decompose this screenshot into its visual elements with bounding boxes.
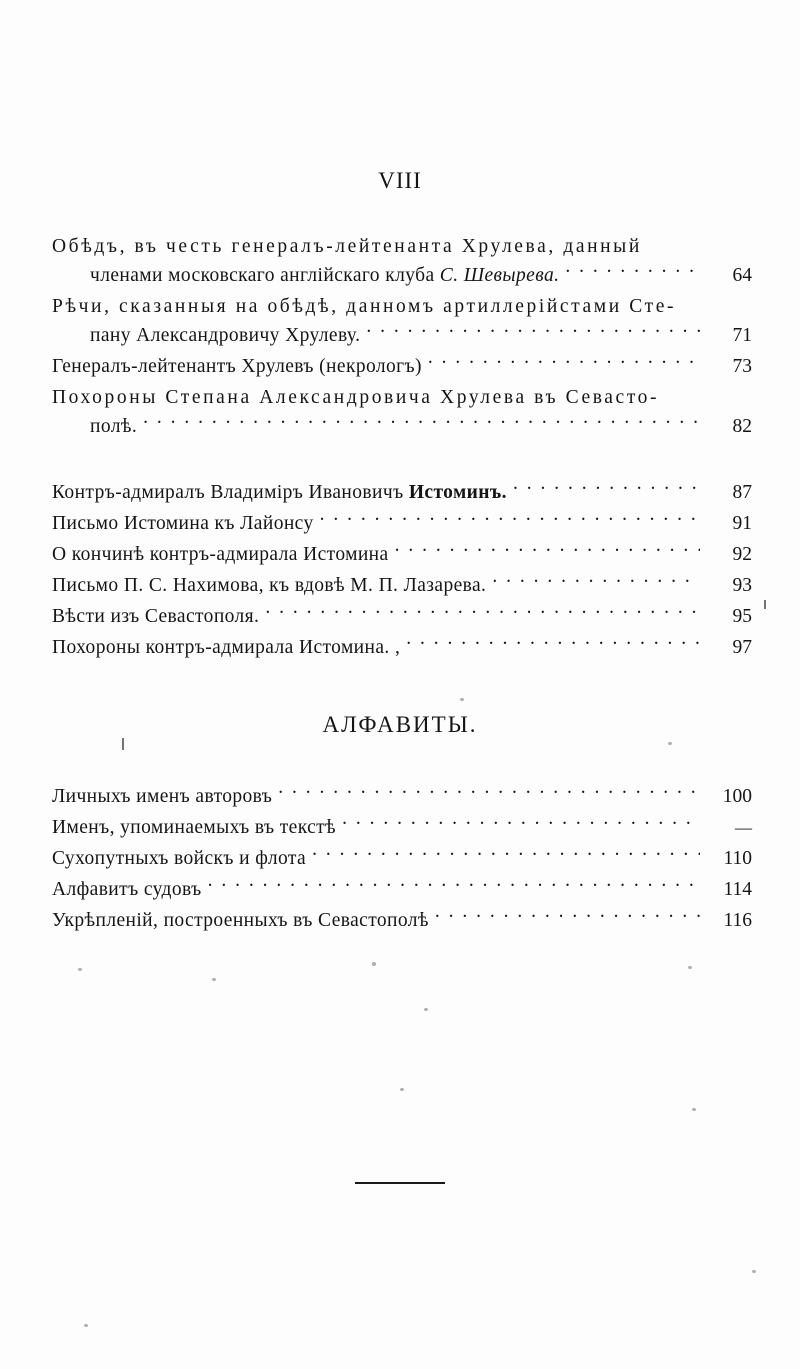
scan-tick	[122, 738, 124, 750]
toc-page-number: 95	[732, 606, 752, 627]
toc-entry[interactable]	[52, 633, 752, 662]
toc-entry-line	[52, 875, 752, 904]
toc-page-number: 71	[732, 325, 752, 346]
toc-entry-text: Личныхъ именъ авторовъ	[52, 786, 273, 807]
toc-entry[interactable]	[52, 540, 752, 569]
scan-speck	[460, 698, 464, 701]
leader-dots	[565, 262, 700, 282]
leader-dots	[428, 353, 700, 373]
toc-entry[interactable]	[52, 813, 752, 842]
page-number: VIII	[378, 168, 422, 193]
leader-dots	[513, 479, 700, 499]
toc-page-number: 73	[732, 356, 752, 377]
toc-entry-text: Сухопутныхъ войскъ и флота	[52, 848, 307, 869]
scan-speck	[400, 1088, 404, 1091]
toc-page-number: 116	[723, 910, 752, 931]
toc-entry-line	[52, 906, 752, 935]
leader-dots	[143, 413, 700, 433]
toc-entry-emphasis: Истоминъ.	[408, 482, 507, 503]
scan-speck	[212, 978, 216, 981]
toc-entry[interactable]	[52, 232, 752, 290]
leader-dots	[342, 814, 700, 834]
toc-entry-text: Письмо П. С. Нахимова, къ вдовѣ М. П. Лазарева.	[52, 575, 487, 596]
toc-entry-line: членами московскаго англійскаго клуба С. Шевырева. . . . 64	[52, 261, 752, 290]
toc-entry-line: пану Александровичу Хрулеву. . . . 71	[52, 321, 752, 350]
leader-dots	[395, 541, 700, 561]
scan-speck	[424, 1008, 428, 1011]
toc-page-number: 91	[732, 513, 752, 534]
toc-entry-line	[52, 540, 752, 569]
toc-entry-line	[52, 844, 752, 873]
leader-dots	[320, 510, 700, 530]
scan-speck	[668, 742, 672, 745]
footer-rule	[355, 1182, 445, 1184]
leader-dots	[406, 634, 700, 654]
scan-speck	[752, 1270, 756, 1273]
toc-page-number: 93	[732, 575, 752, 596]
toc-entry[interactable]	[52, 478, 752, 507]
toc-entry[interactable]	[52, 844, 752, 873]
toc-page-number: 97	[732, 637, 752, 658]
scan-speck	[372, 962, 376, 966]
toc-entry-line	[52, 813, 752, 842]
toc-page-number: 114	[723, 879, 752, 900]
toc-entry-line	[52, 633, 752, 662]
toc-entry-text: Письмо Истомина къ Лайонсу	[52, 513, 314, 534]
toc-group-istomin	[52, 478, 752, 664]
scan-tick	[764, 600, 766, 609]
toc-entry-line: Генералъ-лейтенантъ Хрулевъ (некрологъ) . . . 73	[52, 352, 752, 381]
toc-entry-line	[52, 571, 752, 600]
toc-entry[interactable]	[52, 352, 752, 381]
toc-entry[interactable]	[52, 571, 752, 600]
toc-page-number: 64	[732, 265, 752, 286]
toc-page-number: 92	[732, 544, 752, 565]
scan-speck	[84, 1324, 88, 1327]
toc-entry-text: Именъ, упоминаемыхъ въ текстѣ	[52, 817, 337, 838]
leader-dots	[278, 783, 700, 803]
scan-speck	[688, 966, 692, 969]
toc-entry[interactable]	[52, 906, 752, 935]
toc-entry-line: полѣ. . . . 82	[52, 412, 752, 441]
toc-page-number: —	[735, 818, 752, 837]
leader-dots	[312, 845, 700, 865]
toc-entry-line: Обѣдъ, въ честь генералъ-лейтенанта Хрулева, данный	[52, 236, 642, 257]
section-heading: АЛФАВИТЫ.	[322, 712, 478, 737]
toc-entry-line	[52, 782, 752, 811]
toc-group-alphabets	[52, 782, 752, 937]
toc-page-number: 87	[732, 482, 752, 503]
author-italic: С. Шевырева.	[439, 265, 560, 286]
toc-entry[interactable]	[52, 782, 752, 811]
toc-entry[interactable]	[52, 509, 752, 538]
leader-dots	[492, 572, 700, 592]
toc-entry[interactable]	[52, 602, 752, 631]
toc-entry-text: Контръ-адмиралъ Владиміръ Ивановичъ	[52, 482, 409, 503]
toc-entry-line	[52, 509, 752, 538]
toc-page-number: 100	[722, 786, 752, 807]
leader-dots	[208, 876, 700, 896]
toc-entry[interactable]	[52, 875, 752, 904]
leader-dots	[435, 907, 700, 927]
toc-entry[interactable]	[52, 292, 752, 350]
toc-entry-text: О кончинѣ контръ-адмирала Истомина	[52, 544, 389, 565]
toc-entry-text: Алфавитъ судовъ	[52, 879, 202, 900]
toc-entry-line	[52, 478, 752, 507]
toc-entry-text: Укрѣпленій, построенныхъ въ Севастополѣ	[52, 910, 429, 931]
scan-speck	[692, 1108, 696, 1111]
toc-entry-line: Похороны Степана Александровича Хрулева въ Севасто-	[52, 387, 660, 408]
scan-speck	[78, 968, 82, 971]
toc-entry-text: Похороны контръ-адмирала Истомина. ,	[52, 637, 401, 658]
toc-page-number: 82	[732, 416, 752, 437]
toc-entry-line	[52, 602, 752, 631]
toc-entry[interactable]	[52, 383, 752, 441]
leader-dots	[265, 603, 700, 623]
toc-page-number: 110	[723, 848, 752, 869]
toc-entry-text: Вѣсти изъ Севастополя.	[52, 606, 260, 627]
leader-dots	[366, 322, 700, 342]
toc-entry-line: Рѣчи, сказанныя на обѣдѣ, данномъ артиллерійстами Сте-	[52, 296, 677, 317]
toc-group-chrulev	[52, 232, 752, 443]
